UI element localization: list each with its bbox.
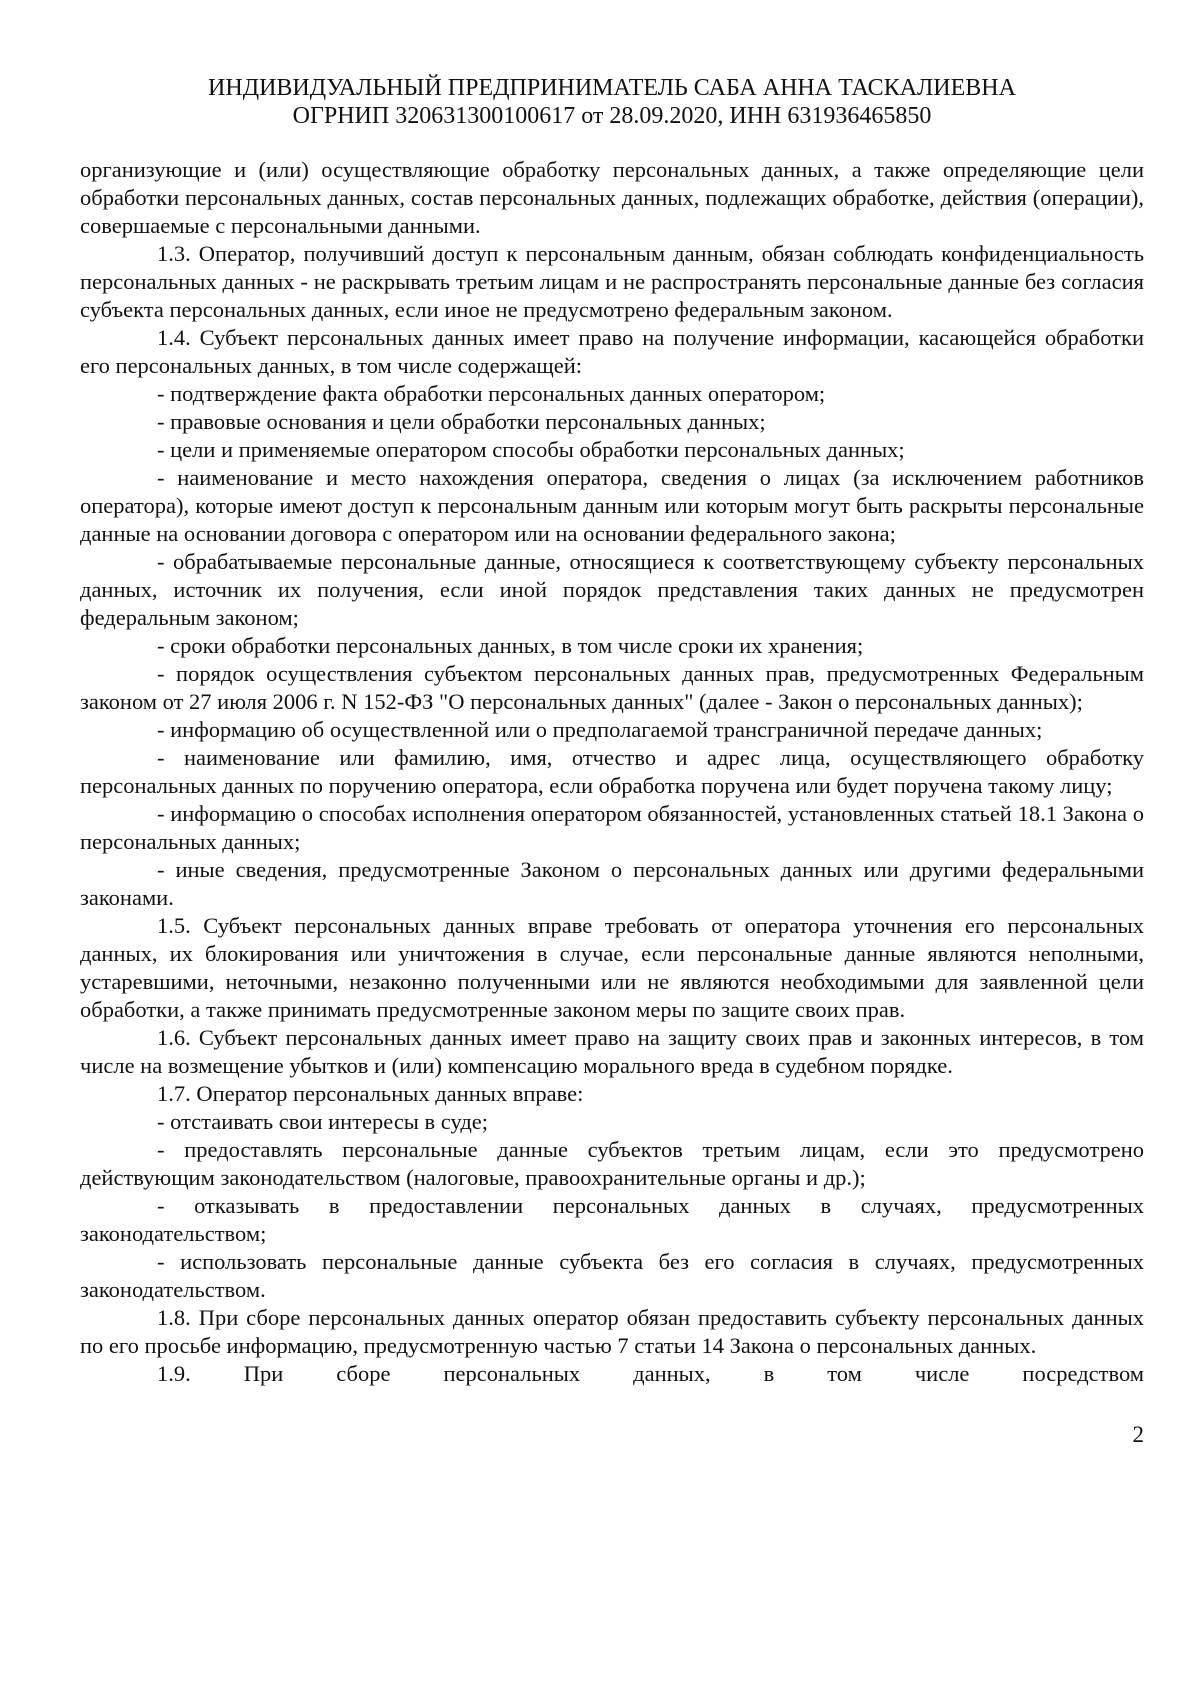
list-item: - отстаивать свои интересы в суде; [157,1109,489,1134]
paragraph-1-4: 1.4. Субъект персональных данных имеет право на получение информации, касающейся обработки его персональных данных, в том числе содержащей: [80,325,1144,378]
paragraph-1-7: 1.7. Оператор персональных данных вправе: [157,1081,584,1106]
list-item: - подтверждение факта обработки персональных данных оператором; [157,381,826,406]
header-registration-numbers: ОГРНИП 320631300100617 от 28.09.2020, ИНН 631936465850 [292,103,932,129]
list-item: - информацию об осуществленной или о предполагаемой трансграничной передаче данных; [157,717,1043,742]
paragraph-1-5: 1.5. Субъект персональных данных вправе требовать от оператора уточнения его персональных данных, их блокирования или уничтожения в случае, если персональные данные являются неполными, устаревшими, неточными, незаконно полученными или не являются необходимыми для заявленной цели обработки, а также принимать предусмотренные законом меры по защите своих прав. [80,913,1144,1022]
list-item: - использовать персональные данные субъекта без его согласия в случаях, предусмотренных законодательством. [80,1249,1144,1302]
header-entrepreneur-name: ИНДИВИДУАЛЬНЫЙ ПРЕДПРИНИМАТЕЛЬ САБА АННА ТАСКАЛИЕВНА [208,75,1016,101]
document-body [80,156,1144,1388]
list-item: - отказывать в предоставлении персональных данных в случаях, предусмотренных законодательством; [80,1193,1144,1246]
list-item: - информацию о способах исполнения оператором обязанностей, установленных статьей 18.1 Закона о персональных данных; [80,801,1144,854]
list-item: - наименование и место нахождения оператора, сведения о лицах (за исключением работников оператора), которые имеют доступ к персональным данным или которым могут быть раскрыты персональные данные на основании договора с оператором или на основании федерального закона; [80,465,1144,546]
paragraph-1-6: 1.6. Субъект персональных данных имеет право на защиту своих прав и законных интересов, в том числе на возмещение убытков и (или) компенсацию морального вреда в судебном порядке. [80,1025,1144,1078]
paragraph-1-3: 1.3. Оператор, получивший доступ к персональным данным, обязан соблюдать конфиденциальность персональных данных - не раскрывать третьим лицам и не распространять персональные данные без согласия субъекта персональных данных, если иное не предусмотрено федеральным законом. [80,241,1144,322]
list-item: - порядок осуществления субъектом персональных данных прав, предусмотренных Федеральным законом от 27 июля 2006 г. N 152-ФЗ "О персональных данных" (далее - Закон о персональных данных); [80,661,1144,714]
page-number: 2 [1132,1422,1144,1447]
paragraph-1-9: 1.9. При сборе персональных данных, в том числе посредством [157,1361,1144,1386]
paragraph-1-8: 1.8. При сборе персональных данных оператор обязан предоставить субъекту персональных данных по его просьбе информацию, предусмотренную частью 7 статьи 14 Закона о персональных данных. [80,1305,1144,1358]
list-item: - правовые основания и цели обработки персональных данных; [157,409,766,434]
list-item: - обрабатываемые персональные данные, относящиеся к соответствующему субъекту персональных данных, источник их получения, если иной порядок представления таких данных не предусмотрен федеральным законом; [80,549,1144,630]
list-item: - сроки обработки персональных данных, в том числе сроки их хранения; [157,633,864,658]
list-item: - предоставлять персональные данные субъектов третьим лицам, если это предусмотрено действующим законодательством (налоговые, правоохранительные органы и др.); [80,1137,1144,1190]
list-item: - цели и применяемые оператором способы обработки персональных данных; [157,437,905,462]
list-item: - иные сведения, предусмотренные Законом о персональных данных или другими федеральными законами. [80,857,1144,910]
paragraph-continuation: организующие и (или) осуществляющие обработку персональных данных, а также определяющие цели обработки персональных данных, состав персональных данных, подлежащих обработке, действия (операции), совершаемые с персональными данными. [80,157,1144,238]
list-item: - наименование или фамилию, имя, отчество и адрес лица, осуществляющего обработку персональных данных по поручению оператора, если обработка поручена или будет поручена такому лицу; [80,745,1144,798]
document-header [80,74,1144,130]
